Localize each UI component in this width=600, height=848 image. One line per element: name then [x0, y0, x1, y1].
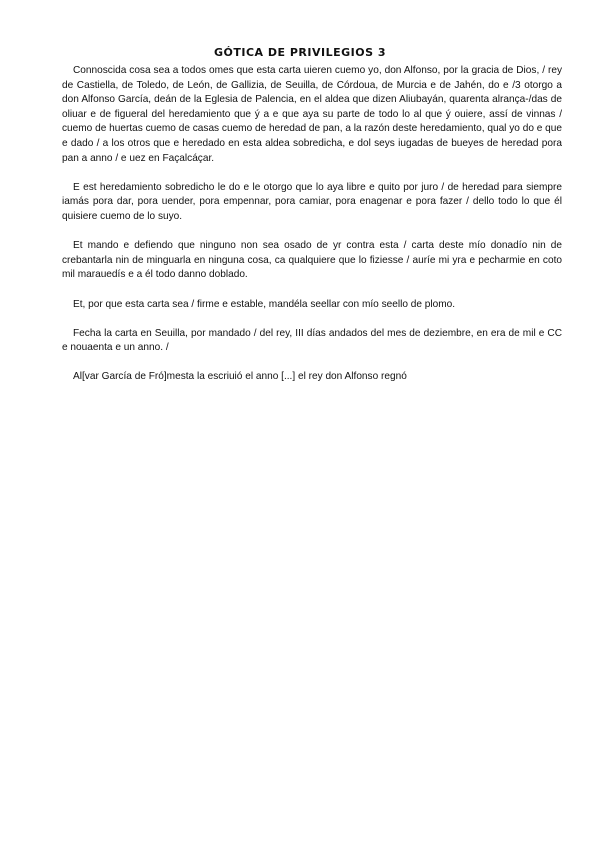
paragraph: E est heredamiento sobredicho le do e le otorgo que lo aya libre e quito por juro / de heredad para siempre iamás pora dar, pora uender, pora empennar, pora camiar, pora enagenar e pora fazer / dello todo lo que él quisiere cuemo de lo suyo. — [62, 181, 562, 222]
document-title: GÓTICA DE PRIVILEGIOS 3 — [214, 46, 386, 59]
paragraph: Et mando e defiendo que ninguno non sea osado de yr contra esta / carta deste mío donadío nin de crebantarla nin de minguarla en ninguna cosa, ca qualquiere que lo fiziesse / auríe mi yra e pecharmie en coto mil marauedís e a él todo danno doblado. — [62, 240, 562, 281]
paragraph: Al[var García de Fró]mesta la escriuió el anno [...] el rey don Alfonso regnó — [73, 371, 407, 383]
paragraph: Connoscida cosa sea a todos omes que esta carta uieren cuemo yo, don Alfonso, por la gracia de Dios, / rey de Castiella, de Toledo, de León, de Gallizia, de Seuilla, de Córdoua, de Murcia e de Jahén, do e /3 otorgo a don Alfonso García, deán de la Eglesia de Palencia, en el aldea que dizen Aliubayán, quarenta alrança-/das de oliuar e de figueral del heredamiento que ý a e que aya su parte de todo lo al que ý ouiere, assí de vinnas / cuemo de huertas cuemo de casas cuemo de heredad de pan, a la razón deste heredamiento, qual yo do e que e dado / a los otros que e heredado en esta aldea sobredicha, e dol seys iugadas de bueyes de heredad pora pan a anno / e uez en Façalcáçar. — [62, 65, 562, 164]
paragraph: Fecha la carta en Seuilla, por mandado / del rey, III días andados del mes de deziembre, en era de mil e CC e nouaenta e un anno. / — [62, 327, 562, 354]
document-body — [62, 64, 562, 400]
paragraph: Et, por que esta carta sea / firme e estable, mandéla seellar con mío seello de plomo. — [73, 298, 456, 310]
